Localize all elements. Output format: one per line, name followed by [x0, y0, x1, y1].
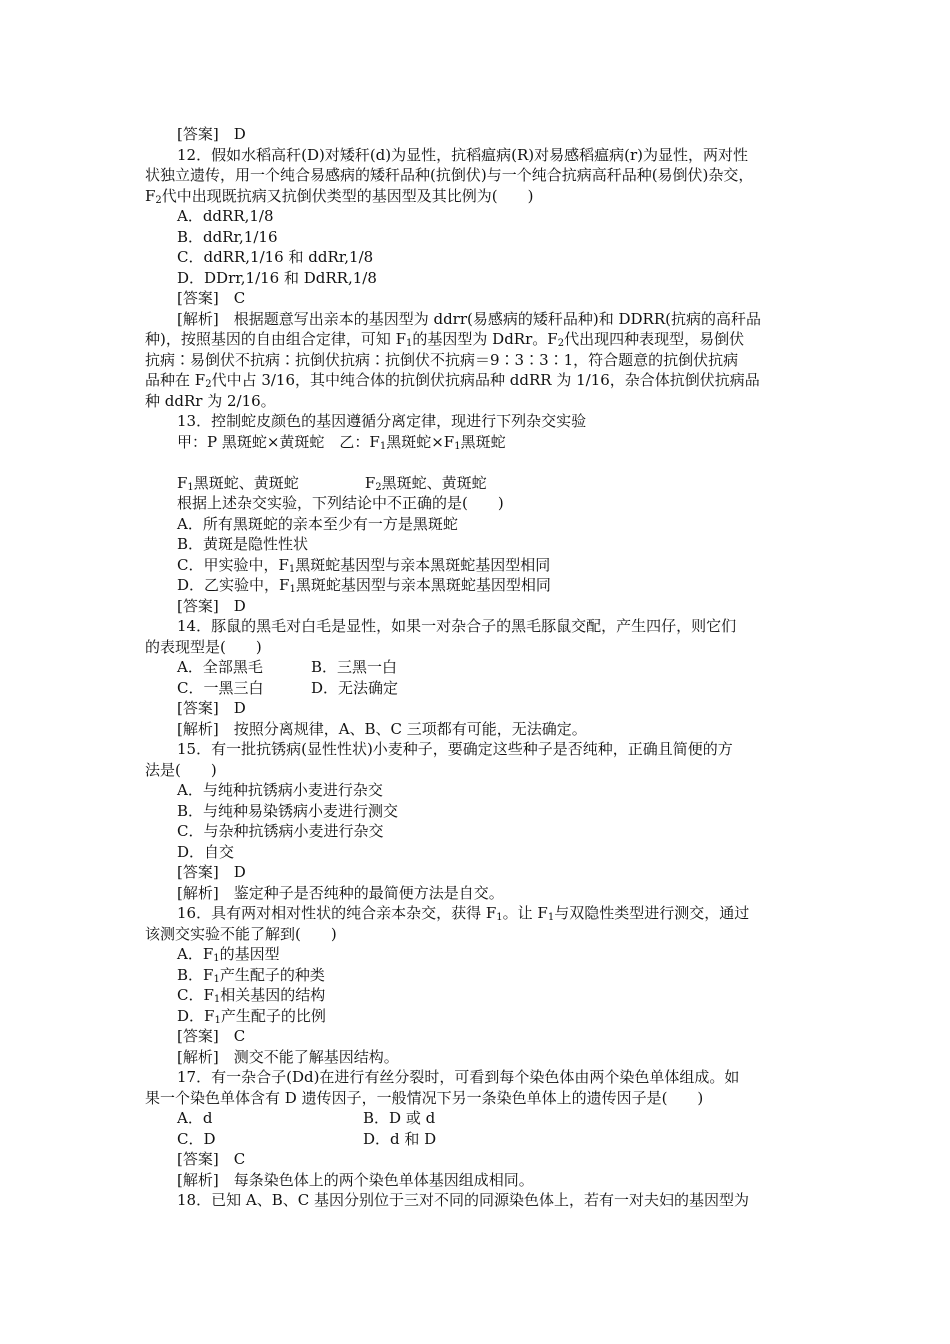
question-13-line-4: 根据上述杂交实验，下列结论中不正确的是( ) [177, 494, 504, 512]
explanation-12-line-2: 种)，按照基因的自由组合定律，可知 $F_1$的基因型为 DdRr。$F_2$代出现四种表现型，易倒伏 [145, 330, 745, 349]
question-16-line-2: 该测交实验不能了解到( ) [145, 924, 337, 943]
option-17-c: C．D [177, 1129, 216, 1148]
question-16-line-1: 16．具有两对相对性状的纯合亲本杂交，获得 $F_1$。让 $F_1$与双隐性类型进行测交，通过 [177, 904, 750, 923]
option-17-b: B．D 或 d [363, 1109, 436, 1127]
explanation-17: [解析] 每条染色体上的两个染色单体基因组成相同。 [177, 1170, 534, 1189]
option-13-a: A．所有黑斑蛇的亲本至少有一方是黑斑蛇 [177, 514, 458, 533]
option-15-b: B．与纯种易染锈病小麦进行测交 [177, 801, 399, 820]
question-18-line-1: 18．已知 A、B、C 基因分别位于三对不同的同源染色体上，若有一对夫妇的基因型为 [177, 1191, 749, 1209]
option-16-d: D．$F_1$产生配子的比例 [177, 1006, 326, 1026]
explanation-12-line-1: [解析] 根据题意写出亲本的基因型为 ddrr(易感病的矮秆品种)和 DDRR(抗病的高秆品 [177, 309, 761, 328]
option-14-c: C．一黑三白 [177, 678, 264, 697]
option-15-d: D．自交 [177, 842, 235, 861]
option-17-d: D．d 和 D [363, 1129, 437, 1148]
options-14-ab [145, 657, 813, 678]
answer-13: [答案] D [177, 596, 246, 615]
options-14-cd [145, 678, 813, 699]
option-12-d: D．DDrr,1/16 和 DdRR,1/8 [177, 268, 377, 287]
answer-15: [答案] D [177, 863, 246, 881]
option-12-c: C．ddRR,1/16 和 ddRr,1/8 [177, 248, 374, 266]
option-16-a: A．$F_1$的基因型 [177, 945, 280, 964]
explanation-16: [解析] 测交不能了解基因结构。 [177, 1047, 399, 1066]
explanation-12-line-3: 抗病∶易倒伏不抗病∶抗倒伏抗病∶抗倒伏不抗病＝9∶3∶3∶1，符合题意的抗倒伏抗病 [145, 350, 739, 369]
question-17-line-1: 17．有一杂合子(Dd)在进行有丝分裂时，可看到每个染色体由两个染色单体组成。如 [177, 1068, 740, 1086]
question-14-line-2: 的表现型是( ) [145, 637, 262, 656]
blank-line [145, 452, 813, 473]
explanation-15: [解析] 鉴定种子是否纯种的最简便方法是自交。 [177, 883, 504, 902]
option-14-b: B．三黑一白 [311, 658, 398, 676]
question-14-line-1: 14．豚鼠的黑毛对白毛是显性，如果一对杂合子的黑毛豚鼠交配，产生四仔，则它们 [177, 617, 737, 635]
option-12-a: A．ddRR,1/8 [177, 207, 274, 225]
explanation-12-line-5: 种 ddRr 为 2/16。 [145, 391, 276, 410]
question-15-line-1: 15．有一批抗锈病(显性性状)小麦种子，要确定这些种子是否纯种，正确且简便的方 [177, 740, 733, 758]
options-17-cd [145, 1129, 813, 1150]
option-14-d: D．无法确定 [311, 678, 399, 697]
option-13-c: C．甲实验中，$F_1$黑斑蛇基因型与亲本黑斑蛇基因型相同 [177, 555, 551, 575]
option-15-a: A．与纯种抗锈病小麦进行杂交 [177, 781, 383, 799]
question-13-line-1: 13．控制蛇皮颜色的基因遵循分离定律，现进行下列杂交实验 [177, 412, 587, 430]
question-15-line-2: 法是( ) [145, 760, 217, 779]
explanation-14: [解析] 按照分离规律，A、B、C 三项都有可能，无法确定。 [177, 719, 587, 738]
answer-14: [答案] D [177, 699, 246, 717]
question-12-line-3: $F_2$代中出现既抗病又抗倒伏类型的基因型及其比例为( ) [145, 186, 534, 206]
question-17-line-2: 果一个染色单体含有 D 遗传因子，一般情况下另一条染色单体上的遗传因子是( ) [145, 1088, 704, 1107]
option-16-b: B．$F_1$产生配子的种类 [177, 965, 325, 985]
question-12-line-2: 状独立遗传，用一个纯合易感病的矮秆品种(抗倒伏)与一个纯合抗病高秆品种(易倒伏)杂交， [145, 166, 754, 184]
question-13-line-2: 甲：P 黑斑蛇×黄斑蛇 乙：$F_1$黑斑蛇$\times F_1$黑斑蛇 [177, 432, 506, 452]
answer-16: [答案] C [177, 1027, 246, 1045]
option-14-a: A．全部黑毛 [177, 658, 263, 676]
option-16-c: C．$F_1$相关基因的结构 [177, 986, 326, 1005]
options-17-ab [145, 1108, 813, 1129]
option-12-b: B．ddRr,1/16 [177, 227, 278, 246]
question-13-line-3: $F_1$黑斑蛇、黄斑蛇 $F_2$黑斑蛇、黄斑蛇 [177, 473, 487, 493]
explanation-12-line-4: 品种在 $F_2$代中占 3/16，其中纯合体的抗倒伏抗病品种 ddRR 为 1/16，杂合体抗倒伏抗病品 [145, 371, 760, 390]
answer-12: [答案] C [177, 289, 246, 307]
answer-11: [答案] D [177, 125, 246, 143]
option-13-d: D．乙实验中，$F_1$黑斑蛇基因型与亲本黑斑蛇基因型相同 [177, 576, 551, 595]
option-15-c: C．与杂种抗锈病小麦进行杂交 [177, 822, 384, 840]
option-13-b: B．黄斑是隐性性状 [177, 535, 309, 553]
question-12-line-1: 12．假如水稻高秆(D)对矮秆(d)为显性，抗稻瘟病(R)对易感稻瘟病(r)为显性，两对性 [177, 145, 748, 164]
answer-17: [答案] C [177, 1150, 246, 1168]
document-page [145, 124, 813, 1211]
option-17-a: A．d [177, 1109, 213, 1127]
